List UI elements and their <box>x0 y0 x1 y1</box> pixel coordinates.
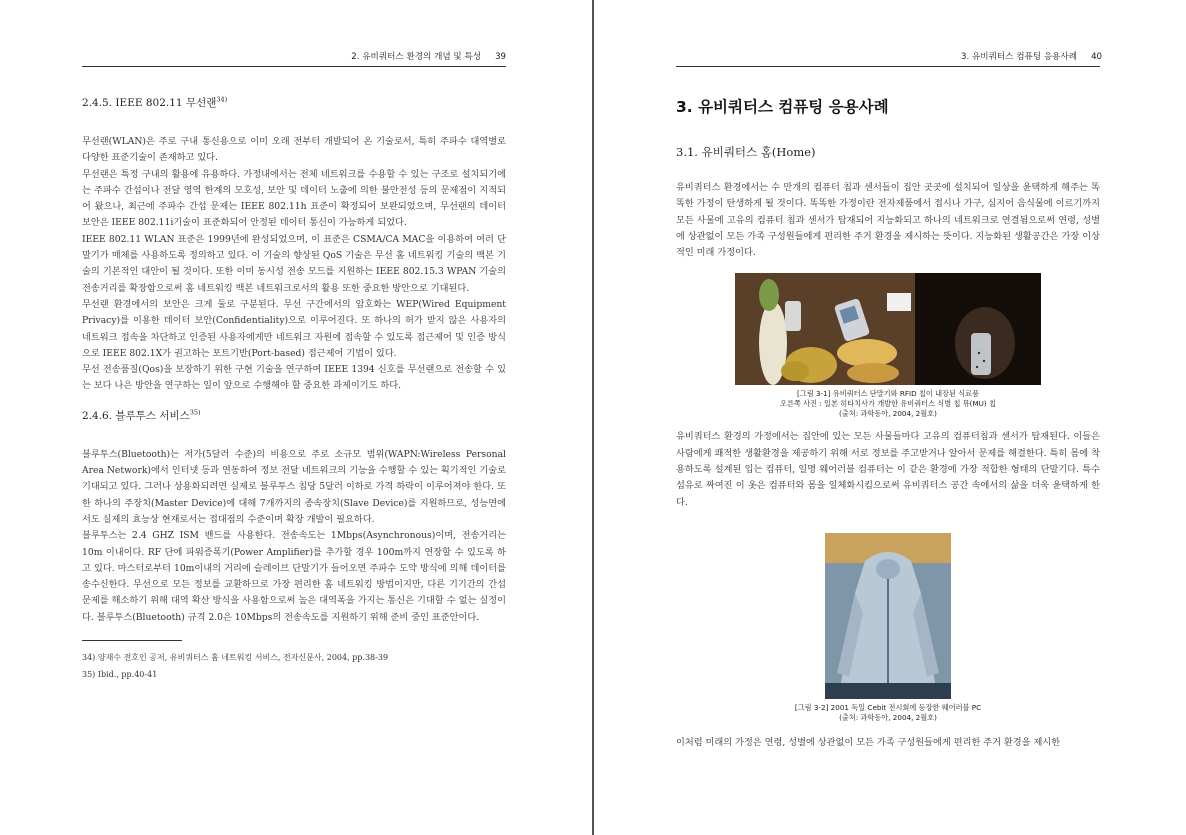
photo-illustration <box>735 273 1041 385</box>
running-header-right <box>961 50 1102 62</box>
caption-line: [그림 3-2] 2001 독일 Cebit 전시회에 등장한 웨어러블 PC <box>794 702 982 712</box>
photo-illustration <box>825 533 951 699</box>
caption-line: 오른쪽 사진 : 일본 히타치사가 개발한 유비쿼터스 식별 칩 뮤(MU) 칩 <box>780 399 996 409</box>
section-heading-wlan <box>82 95 506 110</box>
page-number: 39 <box>495 52 506 62</box>
section-title: 2.4.6. 블루투스 서비스 <box>82 409 190 422</box>
footnote-ref: 34) <box>216 95 228 104</box>
footnote-rule <box>82 640 182 641</box>
paragraph: 무선랜 환경에서의 보안은 크게 둘로 구분된다. 무선 구간에서의 암호화는 WEP(Wired Equipment Privacy)를 이용한 데이터 보안(Confidentiality)으로 이루어진다. 또 하나의 허가 받지 않은 사용자의 네트워크 접속을 차단하고 인증된 사용자에게만 네트워크 자원에 접속할 수 있도록 접근제어 및 인증 방식으로 IEEE 802.1X가 권고하는 포트기반(Port-based) 접근제어 기법이 있다. <box>82 298 506 359</box>
left-content <box>82 82 506 683</box>
paragraph: 무선 전송품질(Qos)을 보장하기 위한 구현 기술을 연구하여 IEEE 1394 신호를 무선랜으로 전송할 수 있는 보다 나은 방안을 연구하는 일이 앞으로 수행해야 할 중요한 과제이기도 하다. <box>82 364 506 392</box>
section-title: 2.4.5. IEEE 802.11 무선랜 <box>82 97 217 109</box>
chapter-title: 3. 유비쿼터스 컴퓨팅 응용사례 <box>676 98 889 116</box>
header-rule <box>82 66 506 67</box>
figure-caption <box>780 389 996 419</box>
footnote: 34) 양재수 전호인 공저, 유비쿼터스 홈 네트워킹 서비스, 전자신문사, 2004, pp.38-39 <box>82 653 389 663</box>
page-number: 40 <box>1091 52 1102 62</box>
paragraph: 유비쿼터스 환경에서는 수 만개의 컴퓨터 칩과 센서들이 집안 곳곳에 설치되어 일상을 윤택하게 해주는 똑똑한 가정이 탄생하게 될 것이다. 똑똑한 가정이란 전자제품에서 접시나 가구, 심지어 음식물에 이르기까지 모든 사물에 고유의 컴퓨터 칩과 센서가 탑재되어 지능화되고 하나의 네트워크로 연결됨으로써 연령, 성별에 상관없이 모든 가족 구성원들에게 편리한 주거 환경을 제시하는 뜻이다. 지능화된 생활공간은 가장 이상적인 미래 가정이다. <box>676 182 1100 259</box>
right-content <box>676 82 1100 751</box>
header-title: 2. 유비쿼터스 환경의 개념 및 특성 <box>351 52 482 62</box>
figure-photo-rfid-food <box>735 273 1041 385</box>
right-page <box>594 0 1186 835</box>
section-heading-bluetooth <box>82 408 506 423</box>
section-title: 3.1. 유비쿼터스 홈(Home) <box>676 145 816 159</box>
header-rule <box>676 66 1100 67</box>
paragraph: 이처럼 미래의 가정은 연령, 성별에 상관없이 모든 가족 구성원들에게 편리한 주거 환경을 제시한 <box>676 736 1061 748</box>
paragraph: 유비쿼터스 환경의 가정에서는 집안에 있는 모든 사물들마다 고유의 컴퓨터칩과 센서가 탑재된다. 이들은 사람에게 쾌적한 생활환경을 제공하기 위해 서로 정보를 주고받거나 알아서 문제를 해결한다. 특히 몸에 착용하도록 설계된 입는 컴퓨터, 일명 웨어러블 컴퓨터는 이 같은 환경에 가장 적합한 형태의 단말기다. 특수 섬유로 짜여진 이 옷은 컴퓨터와 몸을 일체화시킴으로써 유비쿼터스 공간 속에서의 삶을 더욱 윤택하게 한다. <box>676 431 1100 508</box>
figure-caption <box>795 703 981 723</box>
header-title: 3. 유비쿼터스 컴퓨팅 응용사례 <box>961 52 1078 62</box>
paragraph: 블루투스는 2.4 GHZ ISM 밴드를 사용한다. 전송속도는 1Mbps(Asynchronous)이며, 전송거리는 10m 이내이다. RF 단에 파워증폭기(Power Amplifier)를 추가할 경우 100m까지 연장할 수 있도록 하고 있다. 마스터로부터 10m이내의 거리에 슬레이브 단말기가 들어오면 주파수 도약 방식에 의해 데이터를 송수신한다. 무선으로 모든 정보를 교환하므로 가장 편리한 홈 네트워킹 방법이지만, 다른 기기간의 간섭 문제를 해소하기 위해 대역 확산 방식을 사용함으로써 높은 대역폭을 가지는 통신은 기대할 수 없는 실정이다. 블루투스(Bluetooth) 규격 2.0은 10Mbps의 전송속도를 지원하기 위해 준비 중인 표준안이다. <box>82 530 506 623</box>
paragraph: 무선랜은 특정 구내의 활용에 유용하다. 가정내에서는 전체 네트워크를 수용할 수 있는 구조로 설치되기에는 주파수 간섭이나 전달 영역 한계의 모호성, 보안 및 데이터 노출에 의한 불안전성 등의 문제점이 지적되어 왔으나, 최근에 주파수 간섭 문제는 IEEE 802.11h 표준이 확정되어 보완되었으며, 무선랜의 데이터 보안은 IEEE 802.11i기술이 표준화되어 안정된 데이터 통신이 가능하게 되었다. <box>82 168 506 229</box>
footnote: 35) Ibid., pp.40-41 <box>82 670 158 680</box>
footnote-ref: 35) <box>189 408 201 417</box>
figure-photo-wearable-pc <box>825 533 951 699</box>
figure-3-2 <box>676 533 1100 723</box>
caption-line: [그림 3-1] 유비쿼터스 단말기와 RFID 칩이 내장된 식료품 <box>796 389 980 399</box>
paragraph: 무선랜(WLAN)은 주로 구내 통신용으로 이미 오래 전부터 개발되어 온 기술로서, 특히 주파수 대역별로 다양한 표준기술이 존재하고 있다. <box>82 136 506 164</box>
figure-3-1 <box>676 273 1100 419</box>
paragraph: IEEE 802.11 WLAN 표준은 1999년에 완성되었으며, 이 표준은 CSMA/CA MAC을 이용하여 여러 단말기가 매체를 사용하도록 정의하고 있다. 이 기술의 향상된 QoS 기술은 무선 홈 네트워킹 기술의 백본 기술의 기본적인 대안이 될 것이다. 또한 이미 동시성 전송 모드를 지원하는 IEEE 802.15.3 WPAN 기술의 전송거리를 확장함으로써 홈 네트워킹 백본 네트워크로서의 활용 또한 중요한 방안으로 기대된다. <box>82 233 506 294</box>
caption-line: (출처: 과학동아, 2004, 2월호) <box>839 712 937 722</box>
running-header-left <box>351 50 506 62</box>
caption-line: (출처: 과학동아, 2004, 2월호) <box>839 409 937 419</box>
paragraph: 블루투스(Bluetooth)는 저가(5달러 수준)의 비용으로 주로 소규모 범위(WAPN:Wireless Personal Area Network)에서 인터넷 등과 연동하여 정보 전달 네트워크의 기능을 수행할 수 있는 획기적인 기술로 기대되고 있다. 그러나 상용화되려면 실제로 블루투스 칩당 5달러 이하로 가격 하락이 이루어져야 한다. 또한 하나의 주장치(Master Device)에 대해 7개까지의 종속장치(Slave Device)를 지원하므로, 성능면에서도 실제의 효능상 현재로서는 접대점의 수준이며 확장 개발이 필요하다. <box>82 448 506 525</box>
left-page <box>0 0 592 835</box>
